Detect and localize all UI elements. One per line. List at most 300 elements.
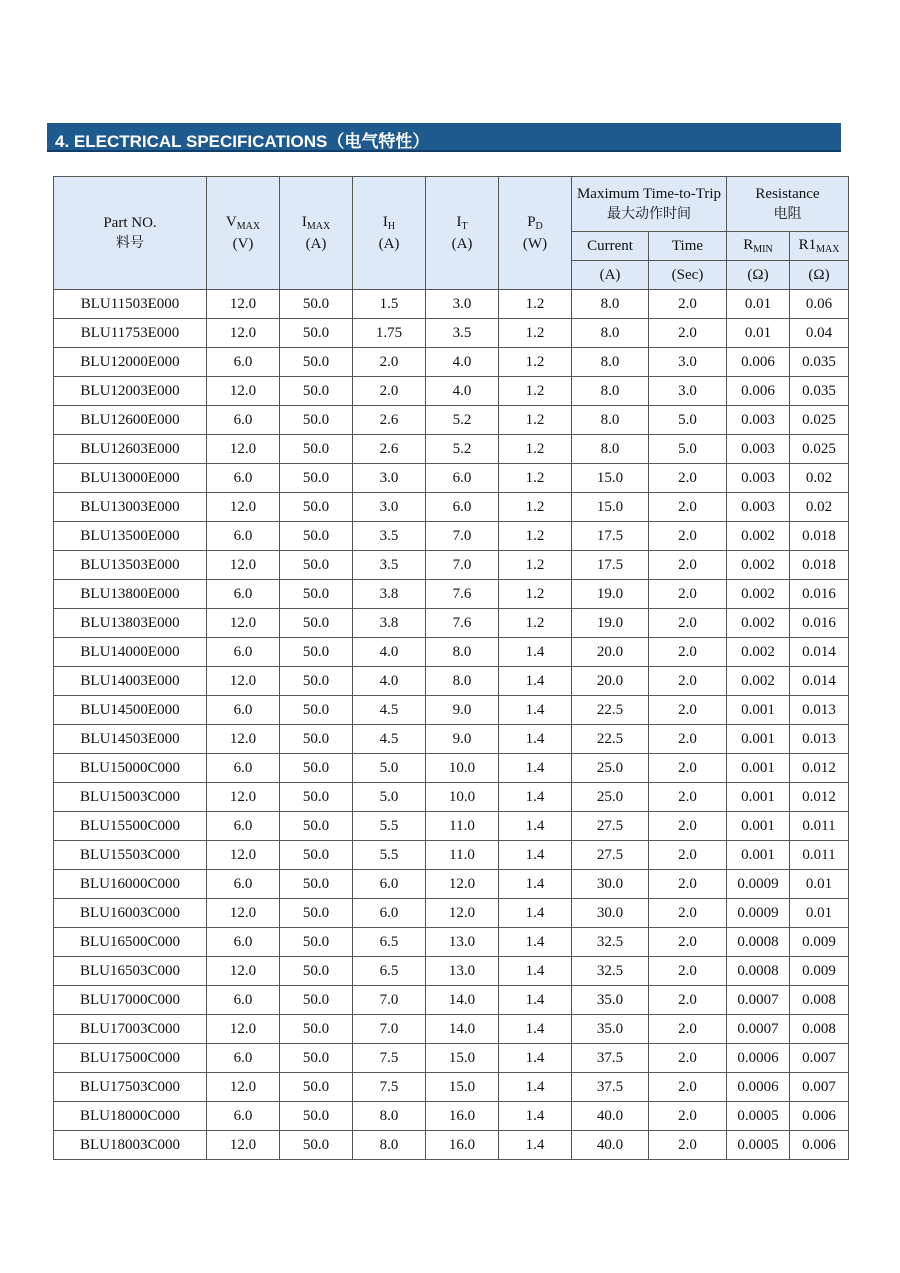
it-cell: 10.0 — [426, 754, 499, 783]
part-no-cell: BLU16503C000 — [54, 957, 207, 986]
table-row — [54, 899, 849, 928]
rmin-cell: 0.01 — [727, 290, 790, 319]
rmin-cell: 0.0005 — [727, 1131, 790, 1160]
vmax-cell: 6.0 — [207, 522, 280, 551]
trip-time-cell: 2.0 — [649, 1015, 727, 1044]
pd-cell: 1.2 — [499, 580, 572, 609]
rmin-cell: 0.006 — [727, 348, 790, 377]
imax-cell: 50.0 — [280, 725, 353, 754]
electrical-spec-table — [53, 176, 849, 1160]
rmin-cell: 0.001 — [727, 725, 790, 754]
time-unit: (Sec) — [649, 261, 727, 290]
pd-cell: 1.2 — [499, 551, 572, 580]
pd-cell: 1.4 — [499, 667, 572, 696]
part-no-cell: BLU13803E000 — [54, 609, 207, 638]
rmin-cell: 0.003 — [727, 435, 790, 464]
rmin-cell: 0.003 — [727, 406, 790, 435]
part-no-label: Part NO. — [103, 215, 157, 231]
part-no-cell: BLU12003E000 — [54, 377, 207, 406]
table-row — [54, 406, 849, 435]
imax-cell: 50.0 — [280, 870, 353, 899]
imax-cell: 50.0 — [280, 522, 353, 551]
imax-cell: 50.0 — [280, 928, 353, 957]
trip-time-cell: 2.0 — [649, 725, 727, 754]
it-cell: 16.0 — [426, 1131, 499, 1160]
table-row — [54, 580, 849, 609]
trip-time-cell: 2.0 — [649, 609, 727, 638]
it-cell: 5.2 — [426, 435, 499, 464]
ih-cell: 7.5 — [353, 1044, 426, 1073]
imax-cell: 50.0 — [280, 667, 353, 696]
r1max-cell: 0.006 — [790, 1102, 849, 1131]
vmax-cell: 12.0 — [207, 899, 280, 928]
rmin-cell: 0.0007 — [727, 1015, 790, 1044]
vmax-cell: 6.0 — [207, 464, 280, 493]
r1max-cell: 0.008 — [790, 986, 849, 1015]
pd-cell: 1.4 — [499, 696, 572, 725]
trip-time-cell: 2.0 — [649, 783, 727, 812]
pd-cell: 1.4 — [499, 725, 572, 754]
imax-cell: 50.0 — [280, 841, 353, 870]
r1max-cell: 0.04 — [790, 319, 849, 348]
vmax-cell: 12.0 — [207, 1131, 280, 1160]
pd-cell: 1.2 — [499, 319, 572, 348]
it-cell: 7.6 — [426, 609, 499, 638]
trip-time-cell: 2.0 — [649, 812, 727, 841]
pd-cell: 1.2 — [499, 406, 572, 435]
vmax-cell: 12.0 — [207, 551, 280, 580]
trip-current-cell: 8.0 — [572, 435, 649, 464]
r1max-cell: 0.006 — [790, 1131, 849, 1160]
col-header-time-to-trip — [572, 177, 727, 232]
it-cell: 4.0 — [426, 377, 499, 406]
it-cell: 5.2 — [426, 406, 499, 435]
trip-current-cell: 37.5 — [572, 1044, 649, 1073]
part-no-cell: BLU13000E000 — [54, 464, 207, 493]
rmin-cell: 0.001 — [727, 783, 790, 812]
trip-time-cell: 2.0 — [649, 870, 727, 899]
col-header-vmax — [207, 177, 280, 290]
rmin-cell: 0.0006 — [727, 1044, 790, 1073]
pd-cell: 1.4 — [499, 1102, 572, 1131]
table-row — [54, 870, 849, 899]
imax-cell: 50.0 — [280, 609, 353, 638]
col-header-time: Time — [649, 232, 727, 261]
imax-cell: 50.0 — [280, 580, 353, 609]
imax-cell: 50.0 — [280, 1073, 353, 1102]
it-cell: 14.0 — [426, 986, 499, 1015]
part-no-cell: BLU14003E000 — [54, 667, 207, 696]
it-cell: 12.0 — [426, 899, 499, 928]
imax-cell: 50.0 — [280, 812, 353, 841]
rmin-cell: 0.001 — [727, 754, 790, 783]
vmax-unit: (V) — [232, 236, 254, 252]
trip-time-cell: 2.0 — [649, 957, 727, 986]
pd-cell: 1.4 — [499, 870, 572, 899]
ih-cell: 7.0 — [353, 1015, 426, 1044]
ih-cell: 6.5 — [353, 957, 426, 986]
part-no-cell: BLU15503C000 — [54, 841, 207, 870]
vmax-cell: 12.0 — [207, 609, 280, 638]
ih-cell: 3.0 — [353, 464, 426, 493]
trip-current-cell: 25.0 — [572, 754, 649, 783]
it-cell: 7.0 — [426, 551, 499, 580]
ih-cell: 3.5 — [353, 522, 426, 551]
it-subscript: T — [461, 221, 468, 232]
part-no-cell: BLU12000E000 — [54, 348, 207, 377]
col-header-it — [426, 177, 499, 290]
table-row — [54, 957, 849, 986]
pd-cell: 1.2 — [499, 435, 572, 464]
part-no-cell: BLU11753E000 — [54, 319, 207, 348]
part-no-cell: BLU14500E000 — [54, 696, 207, 725]
part-no-cell: BLU12600E000 — [54, 406, 207, 435]
rmin-cell: 0.0006 — [727, 1073, 790, 1102]
pd-symbol: P — [527, 214, 536, 230]
trip-current-cell: 19.0 — [572, 580, 649, 609]
vmax-cell: 6.0 — [207, 580, 280, 609]
table-row — [54, 319, 849, 348]
rmin-cell: 0.002 — [727, 667, 790, 696]
r1max-cell: 0.02 — [790, 464, 849, 493]
r1max-subscript: MAX — [816, 244, 840, 255]
vmax-cell: 6.0 — [207, 406, 280, 435]
rmin-cell: 0.001 — [727, 812, 790, 841]
part-no-cell: BLU18003C000 — [54, 1131, 207, 1160]
pd-cell: 1.4 — [499, 957, 572, 986]
r1max-cell: 0.012 — [790, 754, 849, 783]
trip-time-cell: 2.0 — [649, 551, 727, 580]
ih-cell: 4.0 — [353, 638, 426, 667]
imax-unit: (A) — [305, 236, 327, 252]
trip-current-cell: 8.0 — [572, 377, 649, 406]
part-no-cell: BLU17000C000 — [54, 986, 207, 1015]
vmax-cell: 12.0 — [207, 435, 280, 464]
trip-time-cell: 5.0 — [649, 435, 727, 464]
vmax-cell: 6.0 — [207, 754, 280, 783]
r1max-cell: 0.007 — [790, 1073, 849, 1102]
vmax-cell: 12.0 — [207, 725, 280, 754]
section-title: 4. ELECTRICAL SPECIFICATIONS（电气特性） — [55, 132, 430, 151]
part-no-cell: BLU16000C000 — [54, 870, 207, 899]
pd-cell: 1.2 — [499, 609, 572, 638]
imax-cell: 50.0 — [280, 348, 353, 377]
r1max-unit: (Ω) — [790, 261, 849, 290]
part-no-cell: BLU17500C000 — [54, 1044, 207, 1073]
it-cell: 16.0 — [426, 1102, 499, 1131]
trip-time-cell: 3.0 — [649, 348, 727, 377]
trip-current-cell: 8.0 — [572, 406, 649, 435]
rmin-cell: 0.001 — [727, 696, 790, 725]
imax-cell: 50.0 — [280, 551, 353, 580]
rmin-cell: 0.002 — [727, 522, 790, 551]
vmax-cell: 12.0 — [207, 290, 280, 319]
it-unit: (A) — [451, 236, 473, 252]
it-cell: 13.0 — [426, 928, 499, 957]
trip-title-zh: 最大动作时间 — [607, 206, 691, 222]
ih-subscript: H — [387, 221, 396, 232]
table-row — [54, 377, 849, 406]
table-row — [54, 986, 849, 1015]
ih-cell: 5.0 — [353, 754, 426, 783]
it-cell: 7.6 — [426, 580, 499, 609]
part-no-cell: BLU12603E000 — [54, 435, 207, 464]
pd-cell: 1.4 — [499, 1131, 572, 1160]
table-row — [54, 493, 849, 522]
imax-cell: 50.0 — [280, 406, 353, 435]
pd-cell: 1.4 — [499, 899, 572, 928]
part-no-cell: BLU13500E000 — [54, 522, 207, 551]
it-cell: 12.0 — [426, 870, 499, 899]
table-row — [54, 1073, 849, 1102]
vmax-cell: 6.0 — [207, 696, 280, 725]
table-row — [54, 928, 849, 957]
imax-cell: 50.0 — [280, 1131, 353, 1160]
trip-time-cell: 2.0 — [649, 667, 727, 696]
trip-current-cell: 20.0 — [572, 667, 649, 696]
vmax-cell: 12.0 — [207, 957, 280, 986]
r1max-cell: 0.035 — [790, 348, 849, 377]
imax-cell: 50.0 — [280, 1044, 353, 1073]
rmin-symbol: R — [743, 237, 754, 253]
ih-cell: 1.5 — [353, 290, 426, 319]
pd-cell: 1.4 — [499, 986, 572, 1015]
ih-cell: 5.5 — [353, 812, 426, 841]
table-row — [54, 1044, 849, 1073]
trip-current-cell: 8.0 — [572, 290, 649, 319]
table-row — [54, 638, 849, 667]
ih-cell: 7.0 — [353, 986, 426, 1015]
trip-current-cell: 35.0 — [572, 1015, 649, 1044]
table-row — [54, 1015, 849, 1044]
pd-cell: 1.4 — [499, 812, 572, 841]
r1max-cell: 0.06 — [790, 290, 849, 319]
vmax-cell: 12.0 — [207, 1073, 280, 1102]
r1max-cell: 0.009 — [790, 928, 849, 957]
r1max-cell: 0.025 — [790, 435, 849, 464]
it-cell: 8.0 — [426, 638, 499, 667]
r1max-cell: 0.013 — [790, 696, 849, 725]
table-row — [54, 290, 849, 319]
ih-cell: 8.0 — [353, 1131, 426, 1160]
table-row — [54, 1131, 849, 1160]
ih-cell: 8.0 — [353, 1102, 426, 1131]
table-row — [54, 696, 849, 725]
it-cell: 6.0 — [426, 493, 499, 522]
imax-cell: 50.0 — [280, 957, 353, 986]
r1max-cell: 0.01 — [790, 899, 849, 928]
rmin-cell: 0.001 — [727, 841, 790, 870]
vmax-cell: 6.0 — [207, 348, 280, 377]
table-row — [54, 435, 849, 464]
ih-cell: 7.5 — [353, 1073, 426, 1102]
ih-cell: 5.5 — [353, 841, 426, 870]
ih-cell: 3.0 — [353, 493, 426, 522]
rmin-unit: (Ω) — [727, 261, 790, 290]
trip-current-cell: 25.0 — [572, 783, 649, 812]
col-header-pd — [499, 177, 572, 290]
trip-title: Maximum Time-to-Trip — [576, 186, 722, 202]
part-no-label-zh: 料号 — [116, 235, 144, 251]
trip-time-cell: 2.0 — [649, 1131, 727, 1160]
trip-current-cell: 40.0 — [572, 1102, 649, 1131]
part-no-cell: BLU13800E000 — [54, 580, 207, 609]
trip-current-cell: 32.5 — [572, 928, 649, 957]
resistance-title: Resistance — [755, 186, 820, 202]
vmax-subscript: MAX — [236, 221, 261, 232]
part-no-cell: BLU15000C000 — [54, 754, 207, 783]
it-cell: 11.0 — [426, 841, 499, 870]
r1max-cell: 0.01 — [790, 870, 849, 899]
it-cell: 15.0 — [426, 1044, 499, 1073]
imax-cell: 50.0 — [280, 1102, 353, 1131]
trip-time-cell: 2.0 — [649, 319, 727, 348]
table-row — [54, 783, 849, 812]
trip-time-cell: 2.0 — [649, 493, 727, 522]
pd-cell: 1.4 — [499, 754, 572, 783]
col-header-resistance — [727, 177, 849, 232]
rmin-cell: 0.0009 — [727, 870, 790, 899]
part-no-cell: BLU13003E000 — [54, 493, 207, 522]
pd-unit: (W) — [522, 236, 548, 252]
vmax-cell: 12.0 — [207, 667, 280, 696]
pd-cell: 1.2 — [499, 377, 572, 406]
imax-subscript: MAX — [306, 221, 331, 232]
rmin-cell: 0.0009 — [727, 899, 790, 928]
trip-time-cell: 2.0 — [649, 986, 727, 1015]
table-row — [54, 609, 849, 638]
trip-current-cell: 8.0 — [572, 319, 649, 348]
ih-cell: 6.5 — [353, 928, 426, 957]
table-row — [54, 725, 849, 754]
part-no-cell: BLU18000C000 — [54, 1102, 207, 1131]
col-header-imax — [280, 177, 353, 290]
vmax-cell: 6.0 — [207, 870, 280, 899]
rmin-cell: 0.002 — [727, 551, 790, 580]
r1max-cell: 0.02 — [790, 493, 849, 522]
part-no-cell: BLU16003C000 — [54, 899, 207, 928]
ih-cell: 3.8 — [353, 580, 426, 609]
part-no-cell: BLU17503C000 — [54, 1073, 207, 1102]
vmax-symbol: V — [225, 214, 237, 230]
ih-cell: 2.6 — [353, 435, 426, 464]
it-symbol: I — [456, 214, 462, 230]
col-header-current: Current — [572, 232, 649, 261]
vmax-cell: 6.0 — [207, 1044, 280, 1073]
ih-cell: 4.0 — [353, 667, 426, 696]
trip-current-cell: 27.5 — [572, 841, 649, 870]
trip-time-cell: 2.0 — [649, 1044, 727, 1073]
r1max-cell: 0.008 — [790, 1015, 849, 1044]
r1max-cell: 0.018 — [790, 522, 849, 551]
ih-cell: 2.0 — [353, 348, 426, 377]
r1max-cell: 0.011 — [790, 841, 849, 870]
ih-cell: 5.0 — [353, 783, 426, 812]
ih-cell: 4.5 — [353, 696, 426, 725]
trip-current-cell: 22.5 — [572, 725, 649, 754]
col-header-rmin — [727, 232, 790, 261]
table-row — [54, 812, 849, 841]
rmin-cell: 0.006 — [727, 377, 790, 406]
rmin-subscript: MIN — [753, 244, 773, 255]
ih-cell: 2.6 — [353, 406, 426, 435]
vmax-cell: 6.0 — [207, 928, 280, 957]
rmin-cell: 0.002 — [727, 580, 790, 609]
col-header-r1max — [790, 232, 849, 261]
rmin-cell: 0.002 — [727, 638, 790, 667]
trip-time-cell: 2.0 — [649, 1073, 727, 1102]
imax-cell: 50.0 — [280, 464, 353, 493]
it-cell: 3.5 — [426, 319, 499, 348]
rmin-cell: 0.0007 — [727, 986, 790, 1015]
pd-cell: 1.2 — [499, 493, 572, 522]
part-no-cell: BLU14000E000 — [54, 638, 207, 667]
trip-time-cell: 3.0 — [649, 377, 727, 406]
it-cell: 10.0 — [426, 783, 499, 812]
part-no-cell: BLU13503E000 — [54, 551, 207, 580]
trip-time-cell: 2.0 — [649, 754, 727, 783]
r1max-cell: 0.018 — [790, 551, 849, 580]
trip-time-cell: 2.0 — [649, 638, 727, 667]
trip-time-cell: 2.0 — [649, 928, 727, 957]
trip-current-cell: 8.0 — [572, 348, 649, 377]
table-row — [54, 1102, 849, 1131]
vmax-cell: 12.0 — [207, 319, 280, 348]
table-row — [54, 667, 849, 696]
trip-current-cell: 17.5 — [572, 522, 649, 551]
imax-cell: 50.0 — [280, 377, 353, 406]
pd-cell: 1.4 — [499, 1073, 572, 1102]
trip-time-cell: 2.0 — [649, 899, 727, 928]
imax-cell: 50.0 — [280, 899, 353, 928]
part-no-cell: BLU11503E000 — [54, 290, 207, 319]
it-cell: 9.0 — [426, 696, 499, 725]
trip-time-cell: 2.0 — [649, 1102, 727, 1131]
trip-current-cell: 32.5 — [572, 957, 649, 986]
it-cell: 9.0 — [426, 725, 499, 754]
ih-symbol: I — [382, 214, 388, 230]
part-no-cell: BLU15003C000 — [54, 783, 207, 812]
imax-cell: 50.0 — [280, 696, 353, 725]
ih-cell: 4.5 — [353, 725, 426, 754]
imax-symbol: I — [301, 214, 307, 230]
vmax-cell: 12.0 — [207, 841, 280, 870]
pd-cell: 1.2 — [499, 464, 572, 493]
col-header-ih — [353, 177, 426, 290]
pd-cell: 1.4 — [499, 1015, 572, 1044]
ih-cell: 6.0 — [353, 870, 426, 899]
table-row — [54, 754, 849, 783]
col-header-part-no — [54, 177, 207, 290]
pd-cell: 1.4 — [499, 928, 572, 957]
vmax-cell: 6.0 — [207, 1102, 280, 1131]
part-no-cell: BLU15500C000 — [54, 812, 207, 841]
imax-cell: 50.0 — [280, 783, 353, 812]
it-cell: 11.0 — [426, 812, 499, 841]
trip-current-cell: 35.0 — [572, 986, 649, 1015]
vmax-cell: 12.0 — [207, 783, 280, 812]
imax-cell: 50.0 — [280, 435, 353, 464]
imax-cell: 50.0 — [280, 1015, 353, 1044]
it-cell: 3.0 — [426, 290, 499, 319]
rmin-cell: 0.0005 — [727, 1102, 790, 1131]
pd-cell: 1.2 — [499, 522, 572, 551]
ih-unit: (A) — [378, 236, 400, 252]
spec-table-body — [54, 290, 849, 1160]
ih-cell: 1.75 — [353, 319, 426, 348]
table-row — [54, 841, 849, 870]
section-header-bar — [47, 123, 841, 152]
